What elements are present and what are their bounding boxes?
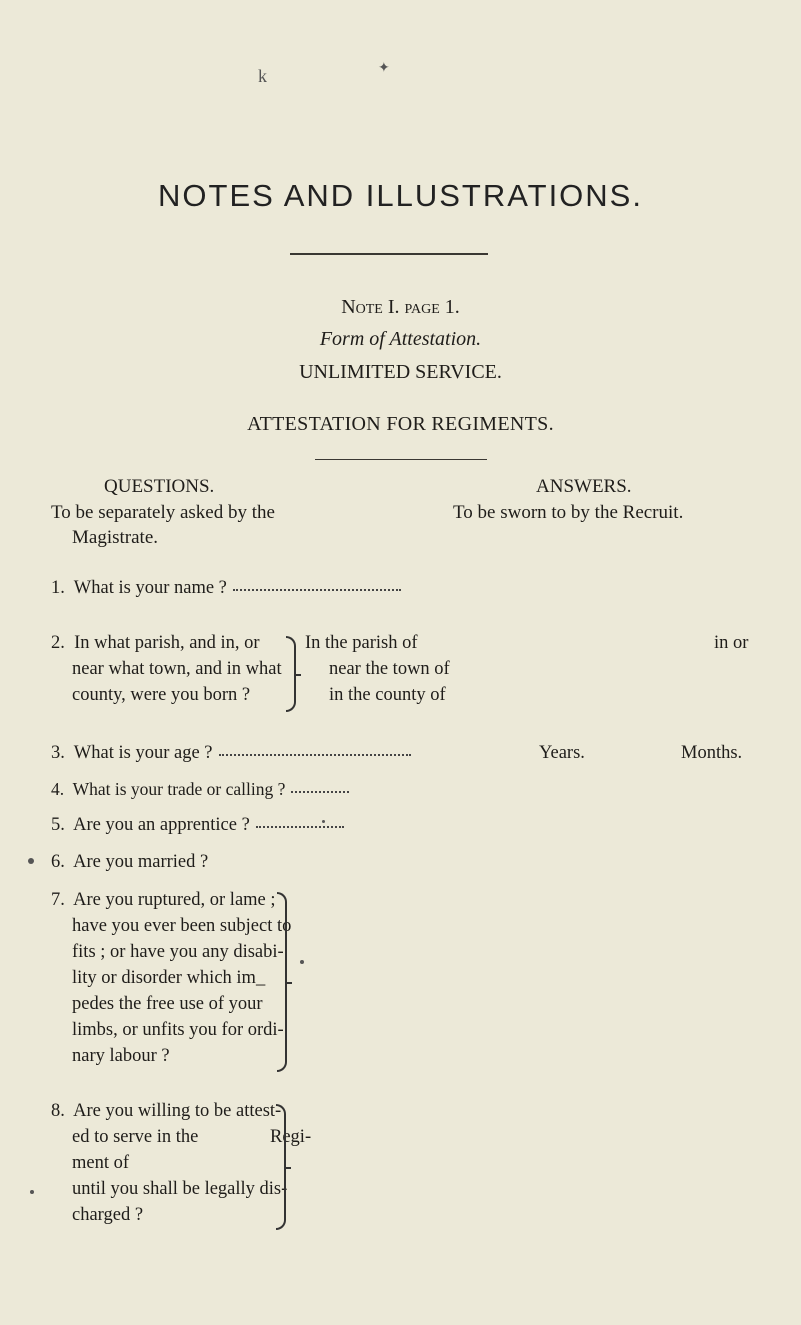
question-8: 8. Are you willing to be attest- ed to serve in the Regi- ment of until you shall be legally dis- charged ? bbox=[51, 1101, 312, 1225]
answers-subheading: To be sworn to by the Recruit. bbox=[453, 502, 684, 523]
question-2: 2. In what parish, and in, or near what town, and in what county, were you born ? bbox=[51, 633, 282, 705]
margin-mark-k: k bbox=[258, 66, 267, 86]
question-5: 5. Are you an apprentice ? bbox=[51, 812, 344, 838]
question-7: 7. Are you ruptured, or lame ; have you ever been subject to fits ; or have you any disabi- lity or disorder which im_ pedes the free use of your limbs, or unfits you for ordi- nary labour ? bbox=[51, 890, 292, 1066]
ink-speck bbox=[322, 820, 325, 823]
service-heading: UNLIMITED SERVICE. bbox=[299, 361, 502, 383]
answer-q2-town: near the town of bbox=[329, 659, 450, 679]
ink-speck bbox=[28, 858, 34, 864]
question-3: 3. What is your age ? bbox=[51, 740, 411, 766]
page-title: NOTES AND ILLUSTRATIONS. bbox=[158, 178, 643, 213]
brace-q2 bbox=[286, 636, 296, 712]
ink-speck bbox=[30, 1190, 34, 1194]
question-4: 4. What is your trade or calling ? bbox=[51, 776, 349, 802]
questions-subheading-2: Magistrate. bbox=[72, 527, 159, 548]
question-6: 6. Are you married ? bbox=[51, 852, 209, 872]
attestation-heading: ATTESTATION FOR REGIMENTS. bbox=[247, 413, 554, 435]
brace-q8 bbox=[276, 1104, 286, 1230]
answer-q2-county: in the county of bbox=[329, 685, 446, 705]
answers-heading: ANSWERS. bbox=[536, 476, 632, 497]
question-1: 1. What is your name ? bbox=[51, 575, 401, 601]
rule-top bbox=[290, 253, 488, 255]
brace-q7 bbox=[277, 892, 287, 1072]
form-title: Form of Attestation. bbox=[319, 328, 482, 350]
answer-q3-months: Months. bbox=[681, 743, 743, 763]
rule-mid bbox=[315, 459, 487, 460]
questions-heading: QUESTIONS. bbox=[104, 476, 215, 497]
note-reference: Note I. page 1. bbox=[341, 296, 460, 318]
answer-q2-parish: In the parish of bbox=[305, 633, 418, 653]
answer-q2-inor: in or bbox=[714, 633, 749, 653]
questions-subheading: To be separately asked by the bbox=[51, 502, 275, 523]
answer-q3-years: Years. bbox=[539, 743, 585, 763]
margin-mark-star: ✦ bbox=[378, 61, 390, 76]
ink-speck bbox=[300, 960, 304, 964]
